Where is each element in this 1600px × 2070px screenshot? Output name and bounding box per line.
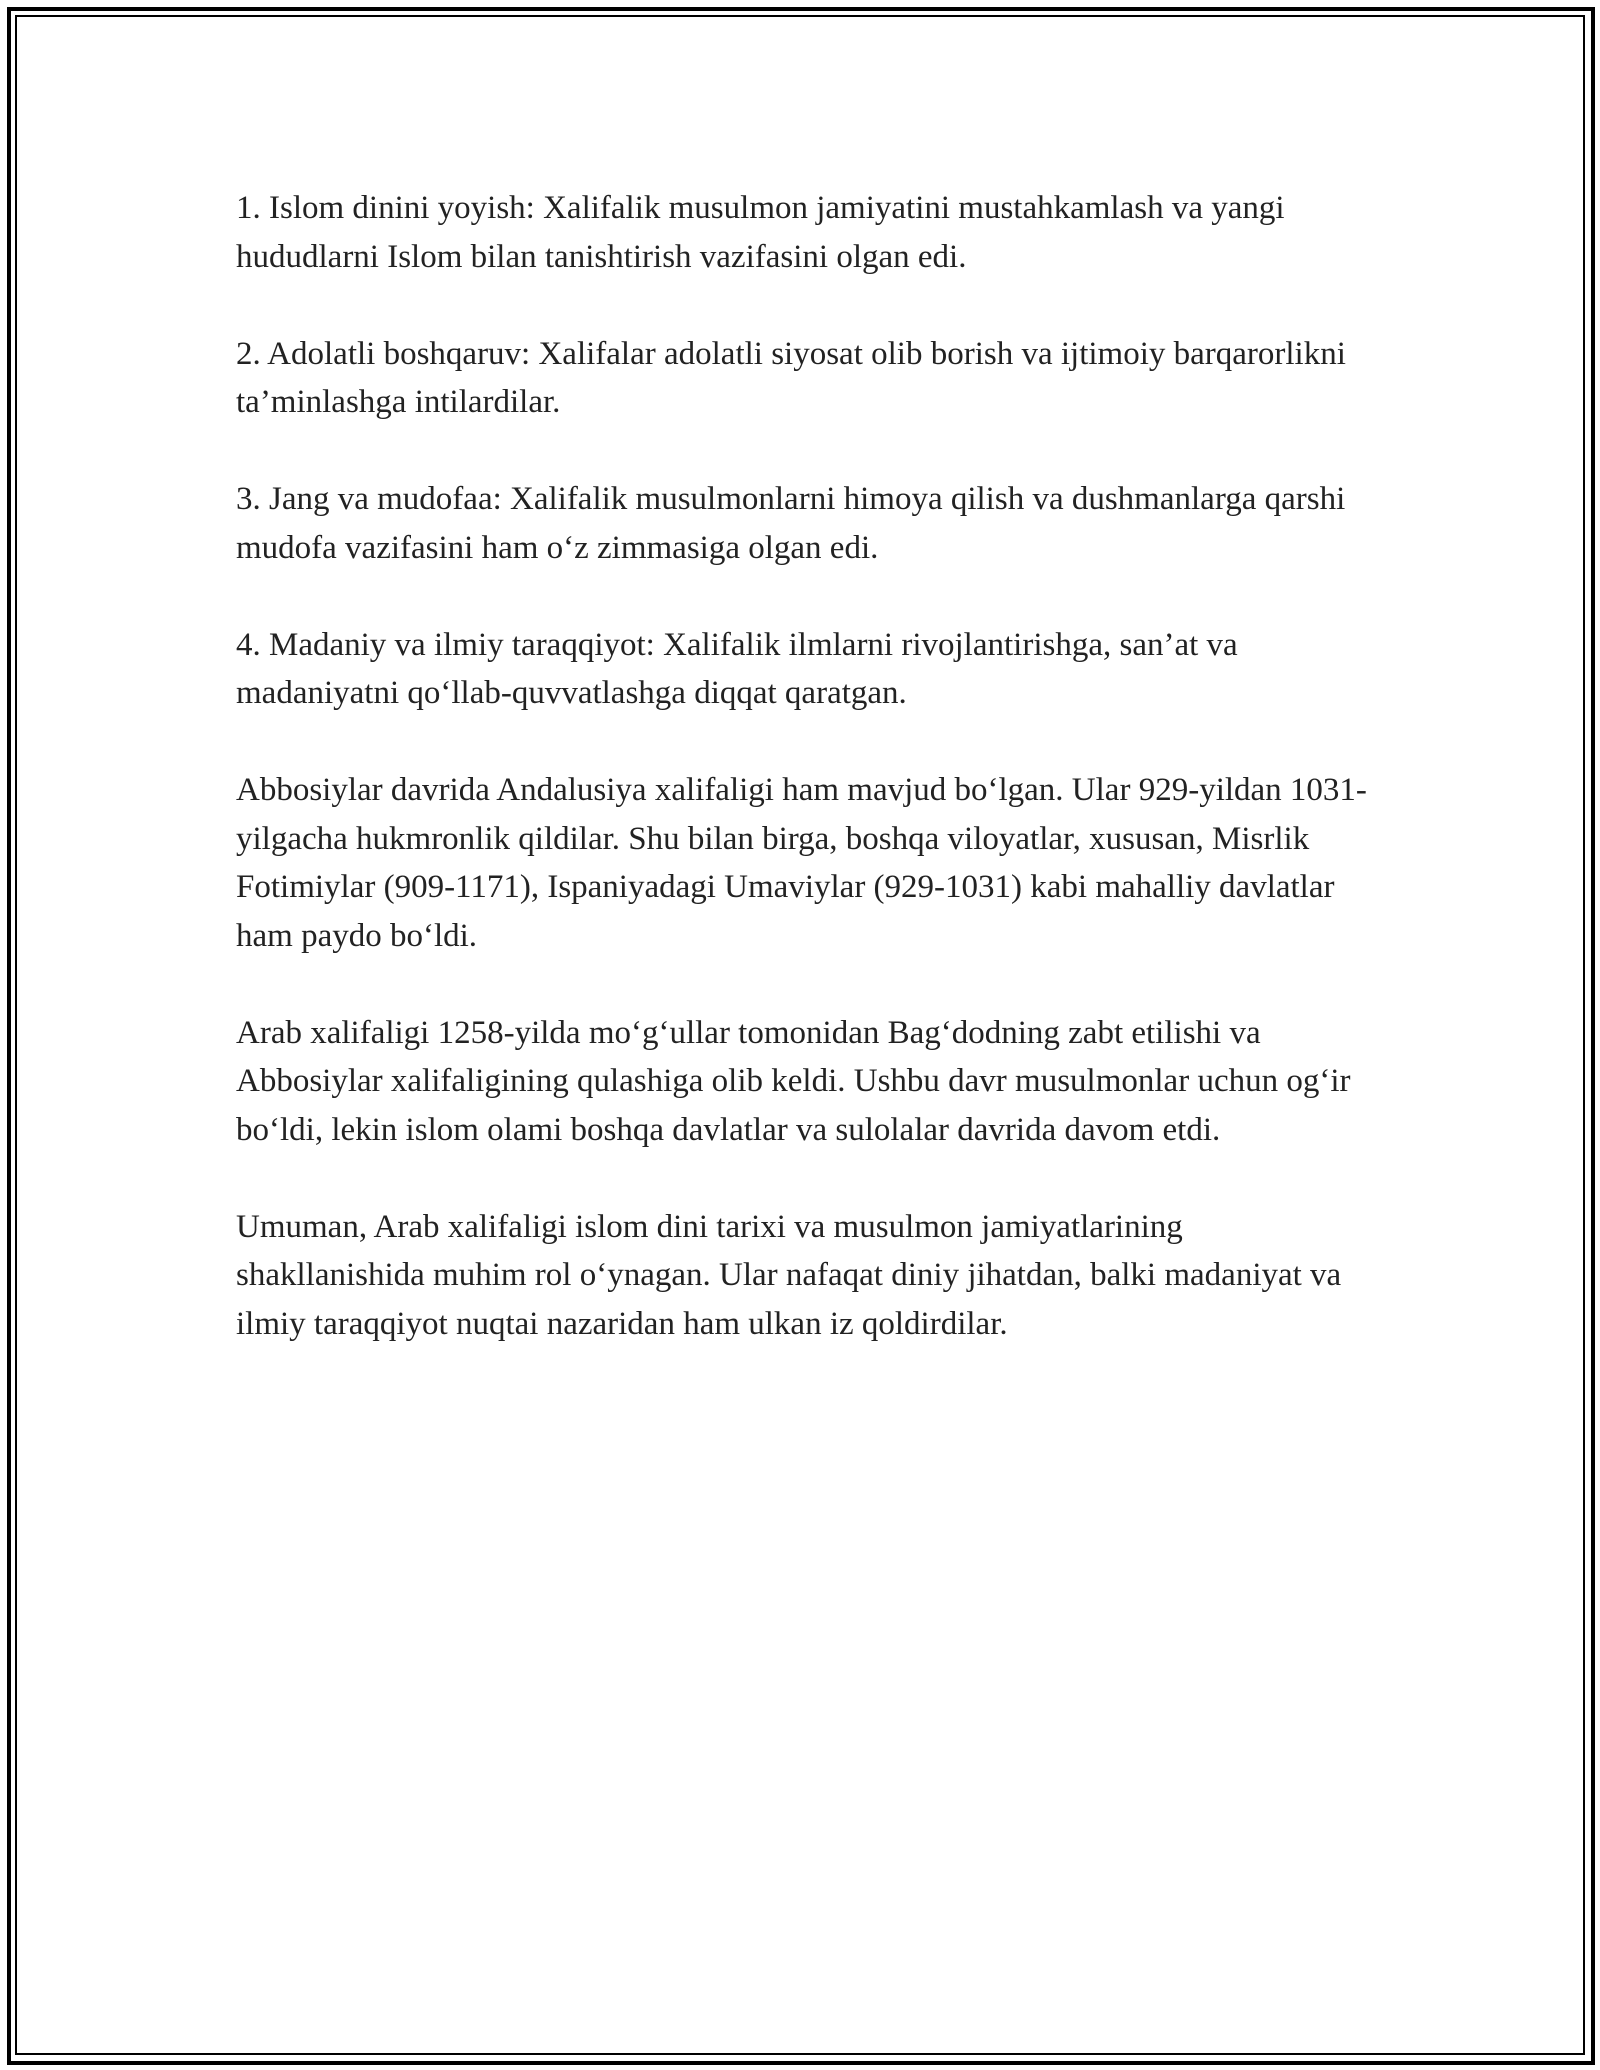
paragraph-4: 4. Madaniy va ilmiy taraqqiyot: Xalifalik ilmlarni rivojlantirishga, san’at va madaniyatni qo‘llab-quvvatlashga diqqat qaratgan. — [236, 626, 1238, 711]
paragraph-7: Umuman, Arab xalifaligi islom dini tarixi va musulmon jamiyatlarining shakllanishida muhim rol o‘ynagan. Ular nafaqat diniy jihatdan, balki madaniyat va ilmiy taraqqiyot nuqtai nazaridan ham ulkan iz qoldirdilar. — [236, 1208, 1342, 1342]
paragraph-6: Arab xalifaligi 1258-yilda mo‘g‘ullar tomonidan Bag‘dodning zabt etilishi va Abbosiylar xalifaligining qulashiga olib keldi. Ushbu davr musulmonlar uchun og‘ir bo‘ldi, lekin islom olami boshqa davlatlar va sulolalar davrida davom etdi. — [236, 1014, 1351, 1148]
paragraph-2: 2. Adolatli boshqaruv: Xalifalar adolatli siyosat olib borish va ijtimoiy barqarorlikni ta’minlashga intilardilar. — [236, 335, 1346, 420]
paragraph-1: 1. Islom dinini yoyish: Xalifalik musulmon jamiyatini mustahkamlash va yangi hududlarni Islom bilan tanishtirish vazifasini olgan edi. — [236, 190, 1285, 275]
document-body — [236, 184, 1376, 1348]
paragraph-3: 3. Jang va mudofaa: Xalifalik musulmonlarni himoya qilish va dushmanlarga qarshi mudofa vazifasini ham o‘z zimmasiga olgan edi. — [236, 481, 1346, 566]
paragraph-5: Abbosiylar davrida Andalusiya xalifaligi ham mavjud bo‘lgan. Ular 929-yildan 1031-yilgacha hukmronlik qildilar. Shu bilan birga, boshqa viloyatlar, xususan, Misrlik Fotimiylar (909-1171), Ispaniyadagi Umaviylar (929-1031) kabi mahalliy davlatlar ham paydo bo‘ldi. — [236, 772, 1367, 954]
